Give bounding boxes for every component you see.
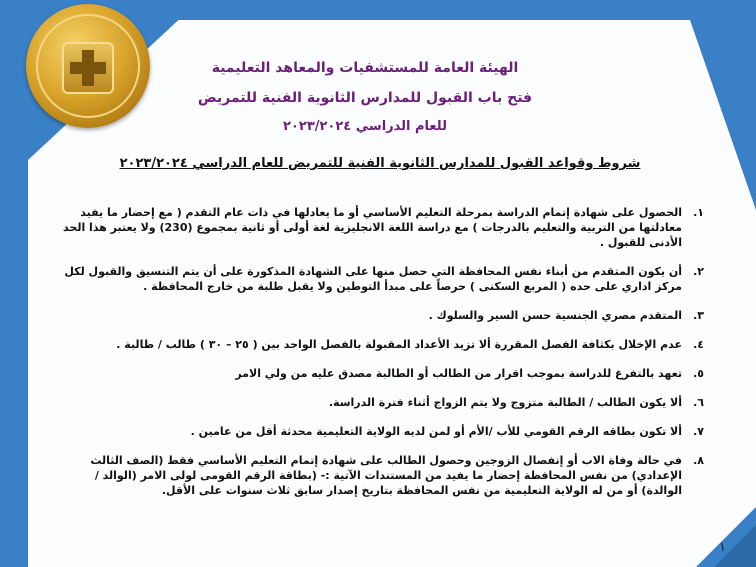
item-text: تعهد بالتفرغ للدراسة بموجب اقرار من الطالب أو الطالبة مصدق عليه من ولي الامر <box>235 367 682 380</box>
list-item <box>56 337 704 352</box>
item-text: ألا يكون الطالب / الطالبة متزوج ولا يتم الزواج أثناء فترة الدراسة. <box>328 396 682 409</box>
list-item <box>56 395 704 410</box>
item-number: ٨. <box>693 454 704 467</box>
item-number: ٣. <box>693 309 704 322</box>
item-number: ٢. <box>693 265 704 278</box>
list-item <box>56 366 704 381</box>
item-text: المتقدم مصري الجنسية حسن السير والسلوك . <box>428 309 682 322</box>
list-item <box>56 205 704 250</box>
item-number: ٧. <box>693 425 704 438</box>
item-text: أن يكون المتقدم من أبناء نفس المحافظة التي حصل منها على الشهادة المذكورة على أن يتم التنسيق والقبول لكل مركز اداري على حده ( المربع السكنى ) حرصاً على مبدأ التوطين ولا يقبل طلبة من خارج المحافظة . <box>64 265 682 293</box>
seal-cross-bar <box>70 62 106 74</box>
item-text: عدم الإخلال بكثافة الفصل المقررة ألا تزيد الأعداد المقبولة بالفصل الواحد بين ( ٢٥ – ٣٠ ) طالب / طالبة . <box>116 338 682 351</box>
list-item <box>56 308 704 323</box>
academic-year: للعام الدراسي ٢٠٢٣/٢٠٢٤ <box>283 119 447 134</box>
item-number: ٤. <box>693 338 704 351</box>
announcement-title: فتح باب القبول للمدارس الثانوية الفنية للتمريض <box>197 90 533 106</box>
section-subtitle: شروط وقواعد القبول للمدارس الثانوية الفنية للتمريض للعام الدراسي ٢٠٢٣/٢٠٢٤ <box>119 156 641 171</box>
page-corner-decoration <box>676 507 756 567</box>
item-number: ٥. <box>693 367 704 380</box>
item-number: ٦. <box>693 396 704 409</box>
list-item <box>56 424 704 439</box>
item-number: ١. <box>693 206 704 219</box>
document-header <box>150 60 580 134</box>
list-item <box>56 453 704 498</box>
item-text: الحصول على شهادة إتمام الدراسة بمرحلة التعليم الأساسي أو ما يعادلها في ذات عام التقدم ( مع إحضار ما يفيد معادلتها من التربية والتعليم بالدرجات ) مع دراسة اللغة الانجليزية لغة أولى أو ثانية بمجموع (230) ولا يعتبر هذا الحد الأدنى للقبول . <box>63 206 682 249</box>
organization-title: الهيئة العامة للمستشفيات والمعاهد التعليمية <box>211 60 519 76</box>
list-item <box>56 264 704 294</box>
page-number: ١ <box>719 540 726 555</box>
item-text: في حالة وفاة الاب أو إنفصال الزوجين وحصول الطالب على شهادة إتمام التعليم الأساسي فقط (الصف الثالث الإعدادي) من نفس المحافظة إحضار ما يفيد من المستندات الآتية :- (بطاقة الرقم القومى لولى الامر (الوالد / الوالدة) أو من له الولاية التعليمية من نفس المحافظة بتاريخ إصدار سابق ثلاث سنوات على الأقل. <box>90 454 682 497</box>
organization-seal-logo <box>26 4 150 128</box>
conditions-list <box>56 205 704 512</box>
item-text: ألا تكون بطاقه الرقم القومي للأب /الأم أو لمن لديه الولاية التعليمية محدثة أقل من عامين . <box>190 425 682 438</box>
